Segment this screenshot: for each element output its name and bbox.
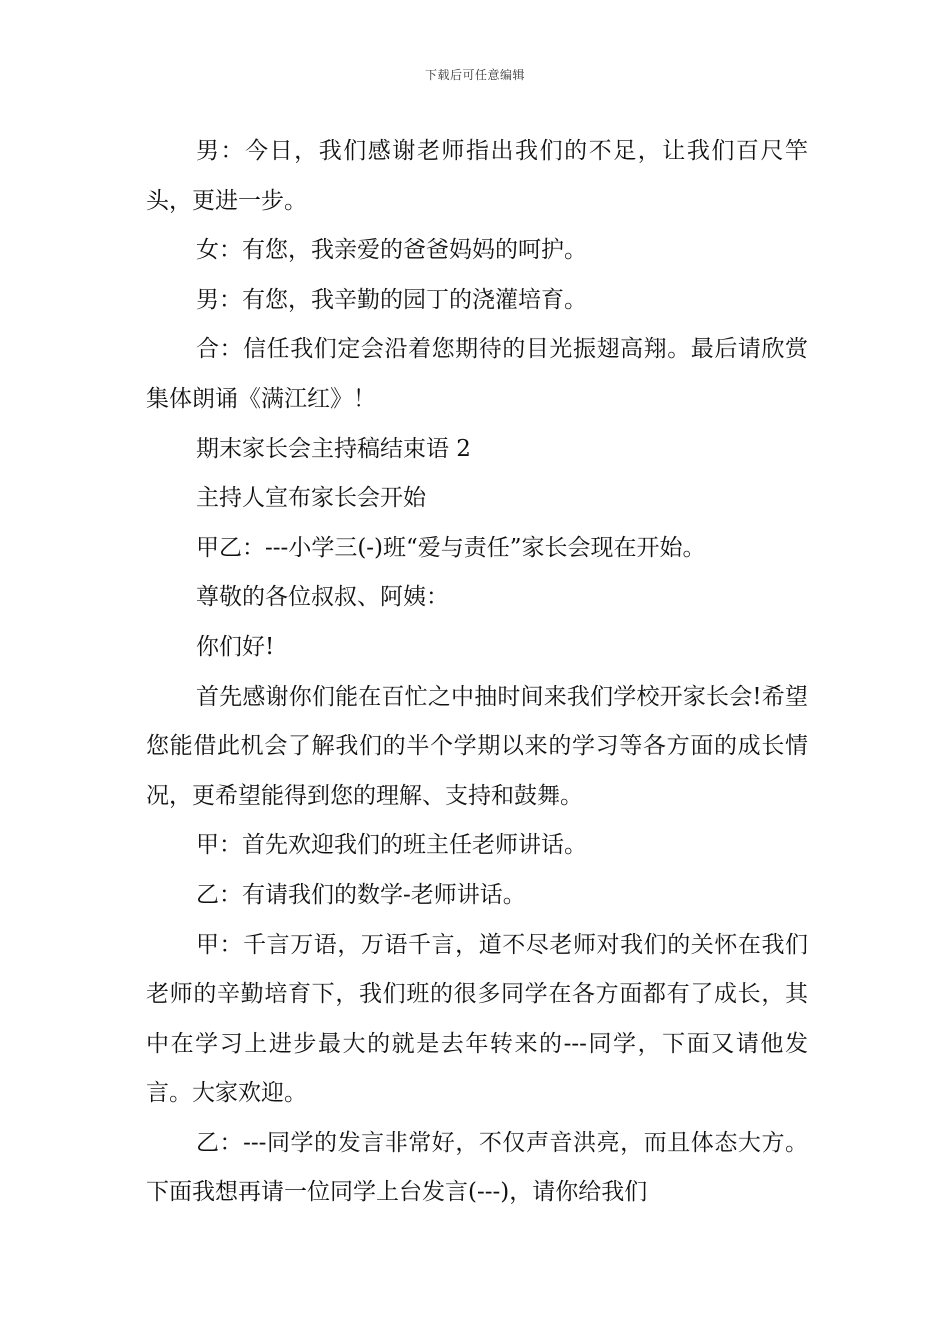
paragraph-2: 女：有您，我亲爱的爸爸妈妈的呵护。 bbox=[196, 237, 587, 264]
paragraph-3: 男：有您，我辛勤的园丁的浇灌培育。 bbox=[196, 286, 587, 313]
paragraph-4: 合：信任我们定会沿着您期待的目光振翅高翔。最后请欣赏集体朗诵《满江红》！ bbox=[146, 336, 808, 412]
page-header: 下载后可任意编辑 bbox=[424, 68, 525, 82]
paragraph-12: 乙：有请我们的数学-老师讲话。 bbox=[196, 881, 526, 908]
paragraph-7: 甲乙：---小学三(-)班“爱与责任”家长会现在开始。 bbox=[196, 534, 706, 561]
paragraph-6: 主持人宣布家长会开始 bbox=[196, 485, 426, 512]
paragraph-10: 首先感谢你们能在百忙之中抽时间来我们学校开家长会!希望您能借此机会了解我们的半个学期以来的学习等各方面的成长情况，更希望能得到您的理解、支持和鼓舞。 bbox=[146, 683, 808, 809]
section-title: 期末家长会主持稿结束语 2 bbox=[196, 435, 471, 462]
paragraph-1: 男：今日，我们感谢老师指出我们的不足，让我们百尺竿头，更进一步。 bbox=[146, 138, 808, 214]
paragraph-9: 你们好! bbox=[196, 633, 275, 660]
paragraph-13: 甲：千言万语，万语千言，道不尽老师对我们的关怀在我们老师的辛勤培育下，我们班的很多同学在各方面都有了成长，其中在学习上进步最大的就是去年转来的---同学，下面又请他发言。大家欢迎。 bbox=[146, 931, 808, 1107]
paragraph-8: 尊敬的各位叔叔、阿姨： bbox=[196, 584, 449, 611]
document-body bbox=[146, 127, 808, 1218]
paragraph-14: 乙：---同学的发言非常好，不仅声音洪亮，而且体态大方。下面我想再请一位同学上台发言(---)，请你给我们 bbox=[146, 1129, 808, 1206]
paragraph-11: 甲：首先欢迎我们的班主任老师讲话。 bbox=[196, 832, 587, 859]
